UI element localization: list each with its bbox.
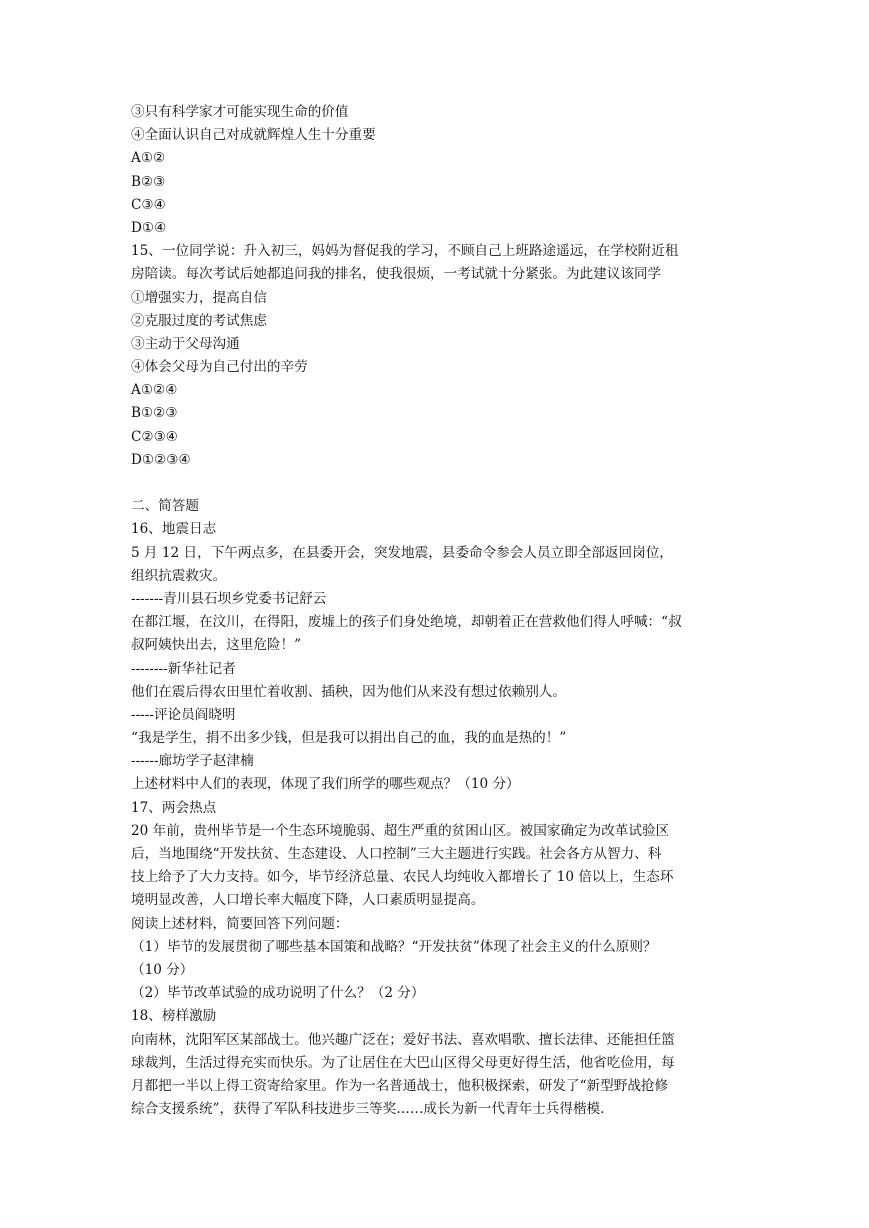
answer-choice: D①②③④ — [131, 451, 191, 468]
blank-line — [131, 472, 743, 495]
question-16-text: 叔阿姨快出去，这里危险！” — [131, 637, 302, 654]
question-15-text: 房陪读。每次考试后她都追问我的排名，使我很烦，一考试就十分紧张。为此建议该同学 — [131, 266, 662, 283]
option-line: ①增强实力，提高自信 — [131, 289, 267, 306]
question-18-text: 向南林，沈阳军区某部战士。他兴趣广泛在；爱好书法、喜欢唱歌、擅长法律、还能担任篮 — [131, 1031, 675, 1048]
sub-question: （10 分） — [131, 961, 194, 978]
question-18-text: 综合支援系统”，获得了军队科技进步三等奖……成长为新一代青年士兵得楷模. — [131, 1101, 605, 1118]
question-17-text: 境明显改善，人口增长率大幅度下降，人口素质明显提高。 — [131, 892, 485, 909]
option-line: ③只有科学家才可能实现生命的价值 — [131, 104, 349, 120]
question-18-text: 球裁判，生活过得充实而快乐。为了让居住在大巴山区得父母更好得生活，他省吃俭用，每 — [131, 1054, 675, 1071]
question-18-text: 月都把一半以上得工资寄给家里。作为一名普通战士，他积极探索，研发了“新型野战抢修 — [131, 1077, 669, 1094]
question-17-prompt: 阅读上述材料，简要回答下列问题： — [131, 915, 349, 932]
question-16-text: 组织抗震救灾。 — [131, 567, 227, 584]
option-line: ②克服过度的考试焦虑 — [131, 312, 267, 329]
attribution-line: --------新华社记者 — [131, 660, 236, 677]
question-17-text: 后，当地围绕“开发扶贫、生态建设、人口控制”三大主题进行实践。社会各方从智力、科 — [131, 846, 662, 862]
option-line: ④体会父母为自己付出的辛劳 — [131, 359, 308, 376]
answer-choice: A①② — [131, 150, 166, 167]
sub-question: （2）毕节改革试验的成功说明了什么？（2 分） — [131, 985, 425, 1002]
question-16-prompt: 上述材料中人们的表现，体现了我们所学的哪些观点？（10 分） — [131, 776, 520, 793]
question-16-text: “我是学生，捐不出多少钱，但是我可以捐出自己的血，我的血是热的！” — [131, 730, 567, 747]
question-16-text: 在都江堰，在汶川，在得阳，废墟上的孩子们身处绝境，却朝着正在营救他们得人呼喊：“叔 — [131, 614, 682, 631]
section-heading: 二、简答题 — [131, 498, 199, 515]
answer-choice: C③④ — [131, 196, 166, 213]
answer-choice: B①②③ — [131, 405, 178, 422]
option-line: ③主动于父母沟通 — [131, 335, 240, 352]
attribution-line: -------青川县石坝乡党委书记舒云 — [131, 590, 327, 607]
question-17-title: 17、两会热点 — [131, 799, 217, 816]
question-16-title: 16、地震日志 — [131, 521, 217, 538]
option-line: ④全面认识自己对成就辉煌人生十分重要 — [131, 127, 376, 144]
question-17-text: 技上给予了大力支持。如今，毕节经济总量、农民人均纯收入都增长了 10 倍以上，生态环 — [131, 869, 674, 886]
question-15-text: 15、一位同学说：升入初三，妈妈为督促我的学习，不顾自己上班路途遥远，在学校附近租 — [131, 243, 679, 260]
answer-choice: C②③④ — [131, 428, 178, 445]
sub-question: （1）毕节的发展贯彻了哪些基本国策和战略？“开发扶贫”体现了社会主义的什么原则？ — [131, 938, 657, 955]
document-page — [131, 101, 743, 1121]
question-18-title: 18、榜样激励 — [131, 1008, 217, 1025]
answer-choice: D①④ — [131, 219, 167, 236]
question-16-text: 5 月 12 日，下午两点多，在县委开会，突发地震，县委命令参会人员立即全部返回岗位， — [131, 544, 673, 561]
answer-choice: B②③ — [131, 173, 166, 190]
answer-choice: A①②④ — [131, 382, 178, 399]
attribution-line: -----评论员阎晓明 — [131, 706, 236, 723]
question-17-text: 20 年前，贵州毕节是一个生态环境脆弱、超生严重的贫困山区。被国家确定为改革试验区 — [131, 822, 670, 839]
question-16-text: 他们在震后得农田里忙着收割、插秧，因为他们从来没有想过依赖别人。 — [131, 683, 566, 700]
attribution-line: ------廊坊学子赵津楠 — [131, 753, 254, 770]
